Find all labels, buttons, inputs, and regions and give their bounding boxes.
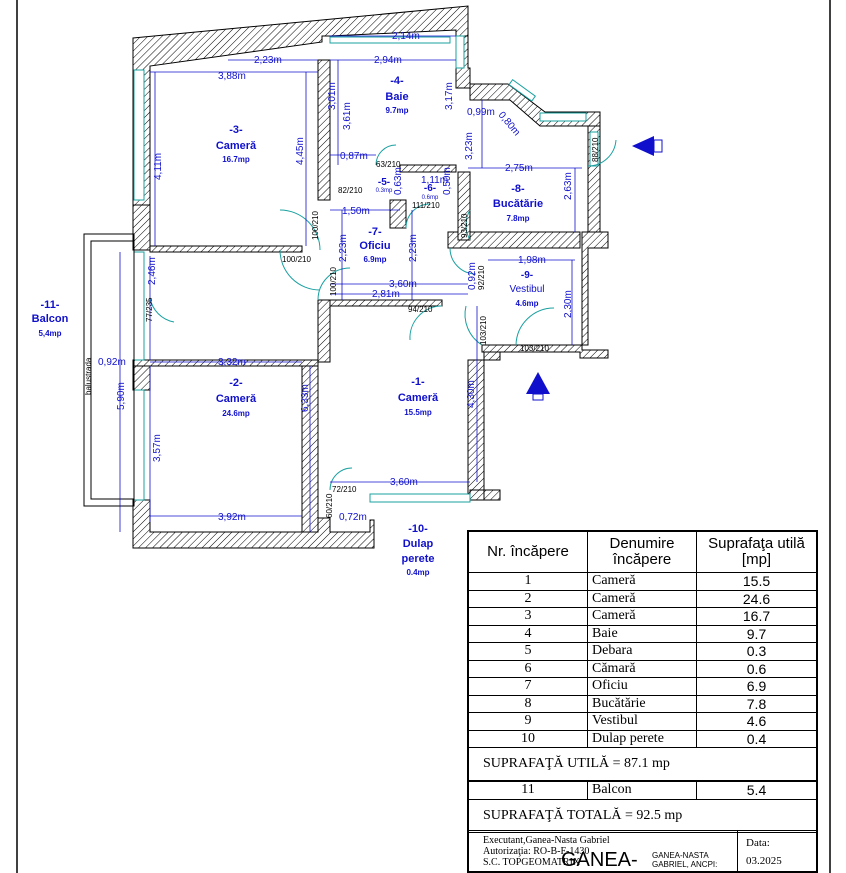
entrance-arrow-right: [632, 136, 662, 156]
dim-label: 3,23m: [464, 132, 475, 160]
stamp-small-text: GANEA-NASTA GABRIEL, ANCPI:: [652, 851, 718, 869]
table-row: [469, 730, 816, 748]
dim-label: 0,92m: [98, 357, 126, 368]
door-label: 100/210: [282, 255, 311, 264]
room-4-label: [385, 75, 408, 115]
header-area: Suprafaţa utilă [mp]: [697, 532, 817, 573]
cell-name: Dulap perete: [588, 730, 697, 748]
door-label: 63/210: [376, 160, 401, 169]
room-10-name-line2: perete: [401, 553, 435, 565]
table-row: [469, 590, 816, 608]
svg-text:-10-: -10-: [408, 523, 428, 535]
dim-label: 2,23m: [254, 55, 282, 66]
dim-label: 0,80m: [495, 109, 522, 139]
company-line: S.C. TOPGEOMATRIX: [483, 857, 581, 868]
table-row: [469, 643, 816, 661]
authorization-line: Autorizaţia: RO-B-F-1430: [483, 846, 590, 857]
dim-label: 2,23m: [408, 234, 419, 262]
cell-area: 15.5: [697, 573, 817, 591]
cell-name: Vestibul: [588, 713, 697, 731]
dim-label: 3,01m: [327, 82, 338, 110]
dim-label: 2,46m: [147, 257, 158, 285]
rooms-table: [469, 532, 816, 748]
dim-label: 0,99m: [467, 107, 495, 118]
svg-text:-9-: -9-: [520, 270, 534, 281]
table-row: [469, 625, 816, 643]
door-label: 100/210: [329, 267, 338, 296]
table-row: [469, 695, 816, 713]
room-7-label: [359, 226, 390, 264]
dim-label: 1,98m: [518, 255, 546, 266]
cell-name: Bucătărie: [588, 695, 697, 713]
cell-area: 9.7: [697, 625, 817, 643]
door-label: 111/210: [412, 201, 440, 210]
svg-text:Cameră: Cameră: [215, 140, 257, 152]
cell-name: Debara: [588, 643, 697, 661]
svg-text:24.6mp: 24.6mp: [222, 409, 250, 418]
svg-text:Balcon: Balcon: [31, 313, 69, 325]
dim-label: 3,88m: [218, 71, 246, 82]
room-8-label: [493, 183, 543, 223]
area-table: [467, 530, 818, 873]
svg-text:Bucătărie: Bucătărie: [492, 198, 544, 210]
dim-label: 3,32m: [218, 357, 246, 368]
dim-label: 2,81m: [372, 289, 400, 300]
svg-text:Cameră: Cameră: [397, 392, 439, 404]
door-label: 103/210: [520, 344, 549, 353]
svg-text:15.5mp: 15.5mp: [404, 408, 432, 417]
svg-text:4.6mp: 4.6mp: [515, 299, 539, 308]
door-label: 60/210: [325, 493, 334, 518]
table-row: [469, 782, 816, 800]
cell-nr: 5: [469, 643, 588, 661]
header-nr: Nr. încăpere: [469, 532, 588, 573]
walls: [133, 6, 608, 548]
balcony-rail-label: balustrada: [84, 357, 93, 395]
table-row: [469, 660, 816, 678]
svg-text:-2-: -2-: [229, 377, 243, 389]
svg-text:-1-: -1-: [411, 376, 425, 388]
cell-name: Cameră: [588, 590, 697, 608]
cell-nr: 2: [469, 590, 588, 608]
cell-area: 6.9: [697, 678, 817, 696]
room-2-label: [216, 377, 257, 418]
svg-text:Vestibul: Vestibul: [509, 284, 545, 295]
table-row: [469, 713, 816, 731]
total-useful: SUPRAFAŢĂ UTILĂ = 87.1 mp: [469, 748, 816, 781]
table-row: [469, 608, 816, 626]
dim-label: 0,50m: [442, 167, 453, 195]
cell-area: 5.4: [697, 782, 817, 800]
svg-text:Cameră: Cameră: [215, 393, 257, 405]
room-5-label: [376, 177, 393, 194]
header-name: Denumire încăpere: [588, 532, 697, 573]
room-9-label: [509, 270, 544, 308]
dim-label: 2,23m: [338, 234, 349, 262]
svg-text:-11-: -11-: [40, 299, 60, 311]
door-label: 88/210: [591, 137, 600, 162]
executant-line: Executant,Ganea-Nasta Gabriel: [483, 835, 610, 846]
svg-text:Baie: Baie: [385, 91, 409, 103]
door-label: 93/210: [460, 213, 469, 238]
svg-text:-7-: -7-: [368, 226, 382, 238]
cell-nr: 4: [469, 625, 588, 643]
dim-label: 4,11m: [153, 152, 164, 180]
dim-label: 4,30m: [466, 380, 477, 408]
dim-label: 3,57m: [152, 434, 163, 462]
svg-text:-8-: -8-: [511, 183, 525, 195]
room-11-label: [32, 299, 69, 338]
dim-label: 2,63m: [563, 172, 574, 200]
table-row: [469, 678, 816, 696]
table-row: [469, 573, 816, 591]
dim-label: 5,90m: [116, 382, 127, 410]
dim-label: 2,14m: [392, 31, 420, 42]
cell-name: Oficiu: [588, 678, 697, 696]
dim-label: 0,72m: [339, 512, 367, 523]
cell-name: Cameră: [588, 608, 697, 626]
door-label: 92/210: [477, 265, 486, 290]
door-label: 82/210: [338, 186, 363, 195]
table-body: [469, 573, 816, 748]
dim-label: 1,11m: [421, 175, 449, 186]
door-labels: [145, 137, 600, 518]
dim-label: 2,94m: [374, 55, 402, 66]
svg-text:16.7mp: 16.7mp: [222, 155, 250, 164]
dim-label: 0,92m: [467, 262, 478, 290]
cell-nr: 7: [469, 678, 588, 696]
room-1-label: [398, 376, 439, 417]
dim-label: 4,45m: [295, 137, 306, 165]
dim-label: 1,50m: [342, 206, 370, 217]
svg-text:-3-: -3-: [229, 124, 243, 136]
date-label: Data:: [746, 837, 770, 849]
cell-area: 0.4: [697, 730, 817, 748]
svg-text:-5-: -5-: [377, 177, 391, 188]
dim-label: 0,87m: [340, 151, 368, 162]
dim-label: 6,33m: [300, 384, 311, 412]
dim-label: 3,60m: [390, 477, 418, 488]
svg-text:Oficiu: Oficiu: [359, 240, 391, 252]
cell-name: Cămară: [588, 660, 697, 678]
svg-text:5,4mp: 5,4mp: [38, 329, 62, 338]
svg-text:-4-: -4-: [390, 75, 404, 87]
cell-nr: 1: [469, 573, 588, 591]
dim-label: 3,60m: [389, 279, 417, 290]
cell-nr: 11: [469, 782, 588, 800]
cell-nr: 6: [469, 660, 588, 678]
date-value: 03.2025: [746, 855, 782, 867]
cell-name: Baie: [588, 625, 697, 643]
cell-area: 16.7: [697, 608, 817, 626]
cell-area: 0.6: [697, 660, 817, 678]
dim-label: 0,63m: [393, 167, 404, 195]
door-label: 94/210: [408, 305, 433, 314]
cell-area: 24.6: [697, 590, 817, 608]
cell-nr: 10: [469, 730, 588, 748]
cell-name: Cameră: [588, 573, 697, 591]
cell-area: 7.8: [697, 695, 817, 713]
cell-name: Balcon: [588, 782, 697, 800]
dim-label: 3,61m: [342, 102, 353, 130]
total-area: SUPRAFAŢĂ TOTALĂ = 92.5 mp: [469, 800, 816, 833]
dim-label: 2,30m: [563, 290, 574, 318]
cell-area: 0.3: [697, 643, 817, 661]
door-label: 72/210: [332, 485, 357, 494]
svg-text:0.4mp: 0.4mp: [406, 568, 430, 577]
door-label: 100/210: [311, 211, 320, 240]
svg-text:9.7mp: 9.7mp: [385, 106, 409, 115]
balcony-table: [469, 781, 816, 800]
svg-text:-6-: -6-: [423, 183, 437, 194]
room-10-name-line1: Dulap: [402, 538, 434, 550]
room-3-label: [216, 124, 257, 164]
footer: [469, 830, 816, 871]
door-label: 77/235: [145, 297, 154, 322]
balcony-inner: [91, 241, 134, 499]
svg-text:6.9mp: 6.9mp: [363, 255, 387, 264]
room-10-label: [401, 523, 434, 577]
dim-label: 2,75m: [505, 163, 533, 174]
dim-label: 3,17m: [444, 82, 455, 110]
stamp-text: GANEA-: [561, 849, 638, 871]
svg-text:0.3mp: 0.3mp: [375, 188, 393, 194]
cell-nr: 9: [469, 713, 588, 731]
cell-nr: 3: [469, 608, 588, 626]
entrance-arrow-bottom: [526, 372, 550, 400]
cell-nr: 8: [469, 695, 588, 713]
cell-area: 4.6: [697, 713, 817, 731]
svg-text:0.6mp: 0.6mp: [421, 195, 439, 201]
svg-text:7.8mp: 7.8mp: [506, 214, 530, 223]
door-label: 103/210: [479, 316, 488, 345]
dim-label: 3,92m: [218, 512, 246, 523]
date-box: [737, 831, 816, 871]
